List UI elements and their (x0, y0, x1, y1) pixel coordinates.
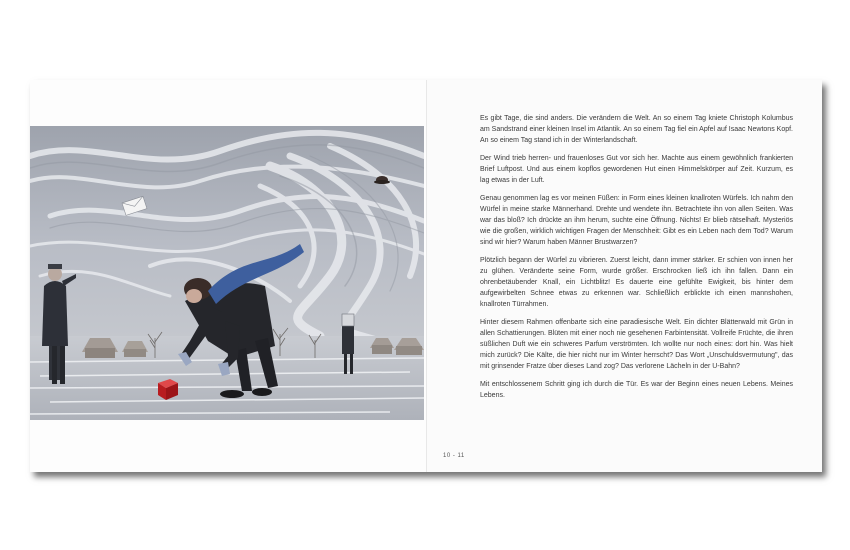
right-page (427, 80, 822, 472)
story-text (480, 113, 793, 408)
paragraph: Genau genommen lag es vor meinen Füßen: in Form eines kleinen knallroten Würfels. Ich nahm den Würfel in meine starke Männerhand. Drehte und wendete ihn. Betrachtete ihn von allen Seiten. Was war das bloß? Ich drückte an ihm herum, suchte eine Öffnung. Nichts! Er blieb rätselhaft. Mysteriös wie die großen, wirklich wichtigen Fragen der Menschheit: Gibt es ein Leben nach dem Tod? Warum sind wir hier? Warum haben Männer Brustwarzen? (480, 195, 793, 246)
page-number: 10 - 11 (443, 453, 465, 459)
book-spread (30, 80, 822, 472)
paragraph: Mit entschlossenem Schritt ging ich durch die Tür. Es war der Beginn eines neuen Lebens. Meines Lebens. (480, 381, 793, 399)
left-page (30, 80, 427, 472)
paragraph: Der Wind trieb herren- und frauenloses Gut vor sich her. Machte aus einem gewöhnlich frankierten Brief Luftpost. Und aus einem kopflos gewordenen Hut einen Himmelskörper auf Zeit. Kurzum, es lag etwas in der Luft. (480, 155, 793, 184)
paragraph: Hinter diesem Rahmen offenbarte sich eine paradiesische Welt. Ein dichter Blätterwald mit Grün in allen Schattierungen. Blüten mit einer noch nie gesehenen Farbintensität. Vollreife Früchte, die ihren süßlichen Duft wie ein schweres Parfum verströmten. Ich wollte nur noch eines: dort hin. Was hielt mich zurück? Die Kälte, die hier nicht nur im Winter herrscht? Das Wort „Unschuldsvermutung", das mit grinsender Fratze über dieses Land zog? Das verlorene Lächeln in der U-Bahn? (480, 319, 793, 370)
paragraph: Es gibt Tage, die sind anders. Die verändern die Welt. An so einem Tag kniete Christoph Kolumbus am Sandstrand einer kleinen Insel im Atlantik. An so einem Tag fiel ein Apfel auf Isaac Newtons Kopf. An so einem Tag stand ich in der Winterlandschaft. (480, 115, 793, 144)
paragraph: Plötzlich begann der Würfel zu vibrieren. Zuerst leicht, dann immer stärker. Er schien von innen her zu glühen. Veränderte seine Form, wurde größer. Erschrocken ließ ich ihn fallen. Dann ein ohrenbetäubender Knall, ein Lichtblitz! Es dauerte eine gefühlte Ewigkeit, bis hinter dem aufgewirbelten Schnee etwas zu erkennen war. Schließlich erblickte ich einen mannshohen, knallroten Türrahmen. (480, 257, 793, 308)
winter-scene-illustration (30, 126, 424, 420)
